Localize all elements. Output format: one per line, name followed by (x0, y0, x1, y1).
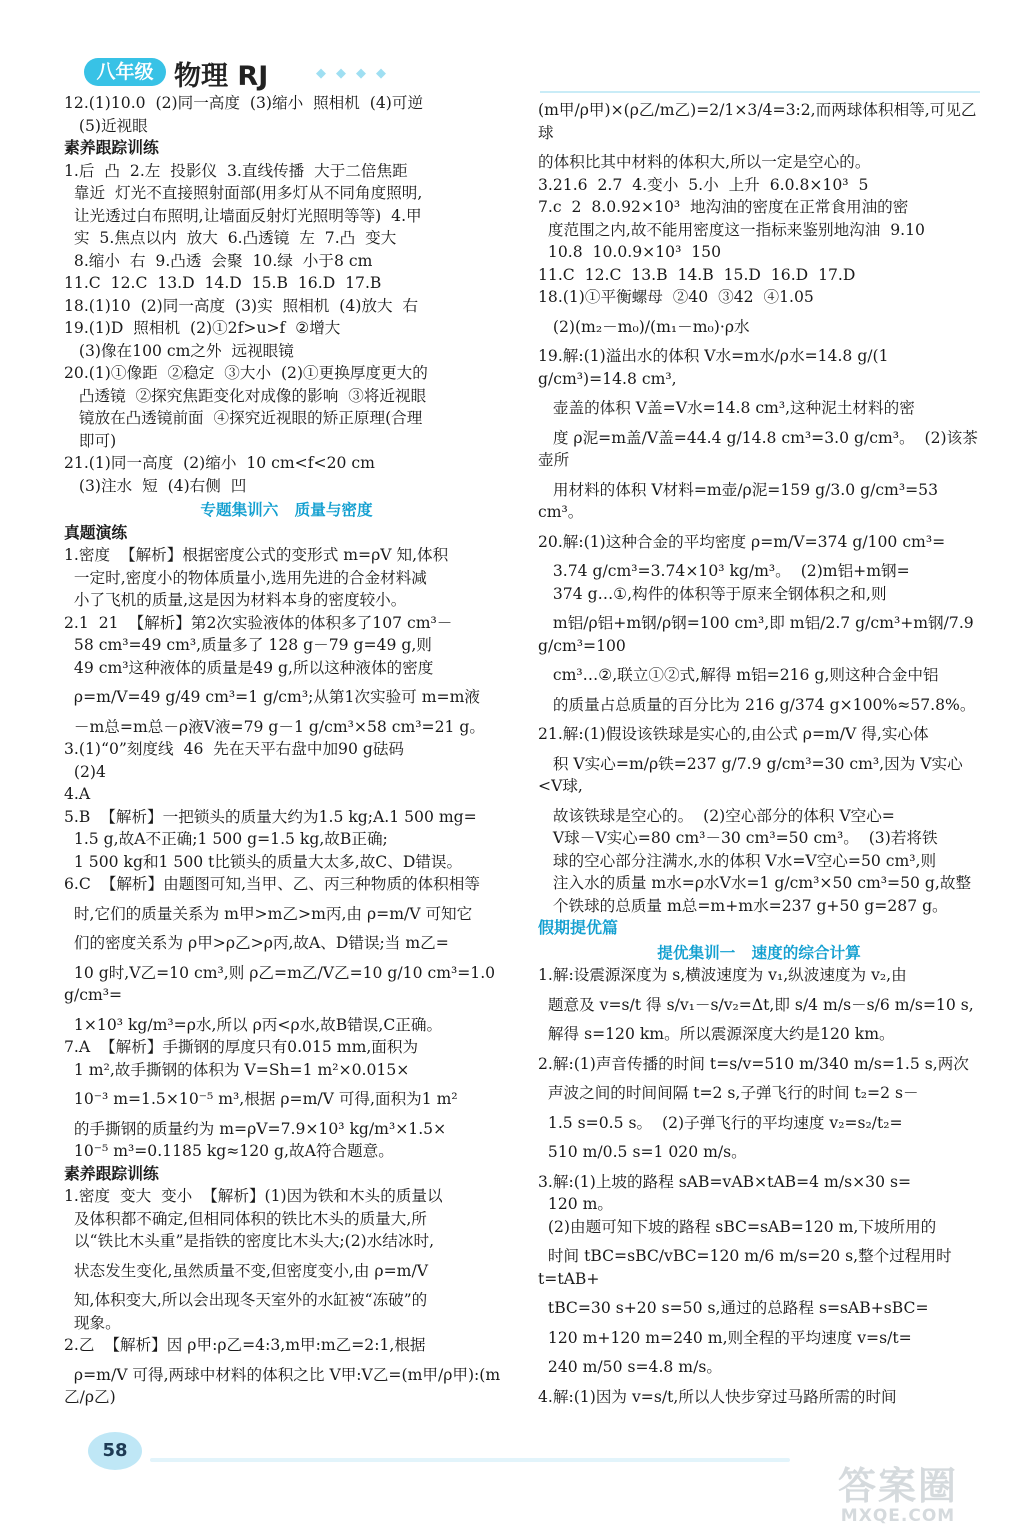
answer-line: 专题集训六 质量与密度 (200, 501, 373, 519)
left-column (64, 92, 509, 1416)
answer-line: m铝/ρ铝+m钢/ρ钢=100 cm³,即 m铝/2.7 g/cm³+m钢/7.9 g/cm³=100 (538, 614, 979, 655)
decorative-dots: ◆◆◆◆ (316, 66, 396, 81)
answer-line: (2)由题可知下坡的路程 sBC=sAB=120 m,下坡所用的 (538, 1217, 937, 1236)
subject-title: 物理 RJ (174, 61, 269, 92)
answer-line: 1.后 凸 2.左 投影仪 3.直线传播 大于二倍焦距 (64, 161, 408, 180)
answer-line: 12.(1)10.0 (2)同一高度 (3)缩小 照相机 (4)可逆 (64, 94, 424, 112)
answer-line: 5.B 【解析】一把锁头的质量大约为1.5 kg;A.1 500 mg= (64, 807, 477, 826)
answer-line: 镜放在凸透镜前面 ④探究近视眼的矫正原理(合理 (64, 409, 423, 427)
answer-line: 1.5 s=0.5 s。 (2)子弹飞行的平均速度 v₂=s₂/t₂= (538, 1113, 903, 1132)
answer-line: 4.A (64, 785, 91, 803)
answer-line: 120 m+120 m=240 m,则全程的平均速度 v=s/t= (538, 1328, 912, 1347)
answer-line: 的质量占总质量的百分比为 216 g/374 g×100%≈57.8%。 (538, 695, 976, 714)
answer-line: 时间 tBC=sBC/vBC=120 m/6 m/s=20 s,整个过程用时 t=tAB+ (538, 1247, 957, 1288)
answer-line: (2)(m₂－m₀)/(m₁－m₀)·ρ水 (538, 317, 750, 336)
answer-line: 个铁球的总质量 m总=m+m水=237 g+50 g=287 g。 (538, 896, 948, 915)
answer-line: 现象。 (64, 1313, 121, 1332)
watermark-url: MXQE.COM (840, 1506, 956, 1526)
answer-line: 19.(1)D 照相机 (2)①2f>u>f ②增大 (64, 319, 341, 337)
answer-line: 1.解:设震源深度为 s,横波速度为 v₁,纵波速度为 v₂,由 (538, 966, 907, 984)
answer-line: 20.(1)①像距 ②稳定 ③大小 (2)①更换厚度更大的 (64, 364, 428, 382)
right-column (538, 92, 980, 1415)
answer-line: 声波之间的时间间隔 t=2 s,子弹飞行的时间 t₂=2 s－ (538, 1084, 919, 1102)
answer-line: 用材料的体积 V材料=m壶/ρ泥=159 g/3.0 g/cm³=53 cm³。 (538, 480, 943, 521)
answer-line: 题意及 v=s/t 得 s/v₁－s/v₂=Δt,即 s/4 m/s－s/6 m/s=10 s, (538, 995, 974, 1014)
answer-line: 510 m/0.5 s=1 020 m/s。 (538, 1143, 747, 1161)
answer-line: 10 g时,V乙=10 cm³,则 ρ乙=m乙/V乙=10 g/10 cm³=1.0 g/cm³= (64, 963, 501, 1004)
footer-wave (150, 1458, 790, 1462)
answer-line: 时,它们的质量关系为 m甲>m乙>m丙,由 ρ=m/V 可知它 (64, 904, 473, 923)
answer-line: 1.密度 【解析】根据密度公式的变形式 m=ρV 知,体积 (64, 546, 449, 564)
answer-line: 状态发生变化,虽然质量不变,但密度变小,由 ρ=m/V (64, 1261, 428, 1280)
answer-line: 1.密度 变大 变小 【解析】(1)因为铁和木头的质量以 (64, 1187, 443, 1205)
answer-line: ρ=m/V=49 g/49 cm³=1 g/cm³;从第1次实验可 m=m液 (64, 688, 481, 706)
answer-line: (m甲/ρ甲)×(ρ乙/m乙)=2/1×3/4=3:2,而两球体积相等,可见乙球 (538, 101, 977, 142)
answer-line: 10.8 10.0.9×10³ 150 (538, 243, 721, 261)
answer-line: 壶盖的体积 V盖=V水=14.8 cm³,这种泥土材料的密 (538, 399, 915, 417)
answer-line: 18.(1)10 (2)同一高度 (3)实 照相机 (4)放大 右 (64, 296, 419, 315)
grade-badge: 八年级 (84, 58, 166, 86)
answer-line: 提优集训一 速度的综合计算 (657, 943, 861, 962)
answer-line: 1×10³ kg/m³=ρ水,所以 ρ丙<ρ水,故B错误,C正确。 (64, 1015, 443, 1034)
answer-line: 故该铁球是空心的。 (2)空心部分的体积 V空心= (538, 806, 895, 825)
answer-line: (3)注水 短 (4)右侧 凹 (64, 476, 247, 495)
answer-line: 2.1 21 【解析】第2次实验液体的体积多了107 cm³－ (64, 613, 453, 632)
answer-line: 21.解:(1)假设该铁球是实心的,由公式 ρ=m/V 得,实心体 (538, 725, 929, 743)
answer-line: 靠近 灯光不直接照射面部(用多灯从不同角度照明, (64, 184, 423, 202)
answer-line: 1.5 g,故A不正确;1 500 g=1.5 kg,故B正确; (64, 830, 388, 848)
answer-line: 球的空心部分注满水,水的体积 V水=V空心=50 cm³,则 (538, 851, 937, 870)
answer-line: 的体积比其中材料的体积大,所以一定是空心的。 (538, 153, 871, 171)
answer-line: 8.缩小 右 9.凸透 会聚 10.绿 小于8 cm (64, 251, 373, 270)
watermark-logo: 答案圈 (837, 1464, 958, 1508)
answer-line: (3)像在100 cm之外 远视眼镜 (64, 341, 294, 360)
answer-line: 让光透过白布照明,让墙面反射灯光照明等等) 4.甲 (64, 206, 422, 225)
answer-line: 度范围之内,故不能用密度这一指标来鉴别地沟油 9.10 (538, 220, 925, 239)
answer-line: 一定时,密度小的物体质量小,选用先进的合金材料减 (64, 568, 427, 587)
answer-line: 凸透镜 ②探究焦距变化对成像的影响 ③将近视眼 (64, 386, 427, 405)
answer-line: V球－V实心=80 cm³－30 cm³=50 cm³。 (3)若将铁 (538, 829, 938, 847)
answer-line: 3.74 g/cm³=3.74×10³ kg/m³。 (2)m铝+m钢= (538, 562, 910, 580)
answer-line: 2.乙 【解析】因 ρ甲:ρ乙=4:3,m甲:m乙=2:1,根据 (64, 1336, 426, 1354)
answer-line: 解得 s=120 km。所以震源深度大约是120 km。 (538, 1025, 895, 1043)
answer-line: 1 m²,故手撕钢的体积为 V=Sh=1 m²×0.015× (64, 1060, 410, 1079)
answer-line: 11.C 12.C 13.B 14.B 15.D 16.D 17.D (538, 265, 856, 284)
answer-line: 即可) (64, 431, 117, 450)
answer-line: 7.A 【解析】手撕钢的厚度只有0.015 mm,面积为 (64, 1038, 419, 1056)
answer-line: 3.解:(1)上坡的路程 sAB=vAB×tAB=4 m/s×30 s= (538, 1172, 912, 1191)
answer-line: 20.解:(1)这种合金的平均密度 ρ=m/V=374 g/100 cm³= (538, 532, 946, 551)
answer-line: 实 5.焦点以内 放大 6.凸透镜 左 7.凸 变大 (64, 229, 397, 247)
answer-line: 120 m。 (538, 1195, 614, 1213)
answer-line: 4.解:(1)因为 v=s/t,所以人快步穿过马路所需的时间 (538, 1387, 897, 1406)
answer-line: 7.c 2 8.0.92×10³ 地沟油的密度在正常食用油的密 (538, 198, 909, 216)
answer-line: 以“铁比木头重”是指铁的密度比木头大;(2)水结冰时, (64, 1232, 435, 1250)
answer-line: (2)4 (64, 762, 106, 781)
answer-line: 10⁻⁵ m³=0.1185 kg≈120 g,故A符合题意。 (64, 1142, 394, 1160)
answer-line: ρ=m/V 可得,两球中材料的体积之比 V甲:V乙=(m甲/ρ甲):(m乙/ρ乙) (64, 1365, 501, 1406)
answer-line: 度 ρ泥=m盖/V盖=44.4 g/14.8 cm³=3.0 g/cm³。 (2)该茶壶所 (538, 428, 978, 469)
answer-line: 374 g…①,构件的体积等于原来全钢体积之和,则 (538, 584, 887, 603)
answer-line: 18.(1)①平衡螺母 ②40 ③42 ④1.05 (538, 288, 814, 306)
answer-line: 素养跟踪训练 (64, 1163, 159, 1183)
page-number: 58 (88, 1432, 142, 1470)
answer-line: 2.解:(1)声音传播的时间 t=s/v=510 m/340 m/s=1.5 s,两次 (538, 1054, 969, 1073)
answer-line: 及体积都不确定,但相同体积的铁比木头的质量大,所 (64, 1209, 427, 1228)
answer-line: 知,体积变大,所以会出现冬天室外的水缸被“冻破”的 (64, 1291, 428, 1309)
answer-line: 3.(1)“0”刻度线 46 先在天平右盘中加90 g砝码 (64, 740, 405, 758)
answer-line: 假期提优篇 (538, 918, 619, 937)
answer-line: 真题演练 (64, 522, 128, 542)
answer-line: 49 cm³这种液体的质量是49 g,所以这种液体的密度 (64, 658, 434, 677)
watermark (800, 1466, 996, 1528)
answer-line: 11.C 12.C 13.D 14.D 15.B 16.D 17.B (64, 274, 382, 292)
answer-line: cm³…②,联立①②式,解得 m铝=216 g,则这种合金中铝 (538, 666, 939, 684)
answer-line: (5)近视眼 (64, 116, 148, 135)
answer-line: 素养跟踪训练 (64, 138, 159, 157)
answer-line: 21.(1)同一高度 (2)缩小 10 cm<f<20 cm (64, 454, 375, 472)
answer-line: 积 V实心=m/ρ铁=237 g/7.9 g/cm³=30 cm³,因为 V实心<V球, (538, 754, 963, 795)
page-header (0, 0, 1011, 92)
answer-line: 3.21.6 2.7 4.变小 5.小 上升 6.0.8×10³ 5 (538, 175, 869, 194)
answer-line: 注入水的质量 m水=ρ水V水=1 g/cm³×50 cm³=50 g,故整 (538, 874, 972, 892)
answer-line: 19.解:(1)溢出水的体积 V水=m水/ρ水=14.8 g/(1 g/cm³)=14.8 cm³, (538, 347, 894, 388)
answer-line: 6.C 【解析】由题图可知,当甲、乙、丙三种物质的体积相等 (64, 875, 480, 893)
answer-line: 的手撕钢的质量约为 m=ρV=7.9×10³ kg/m³×1.5× (64, 1119, 447, 1138)
answer-line: 58 cm³=49 cm³,质量多了 128 g－79 g=49 g,则 (64, 636, 432, 654)
answer-line: －m总=m总－ρ液V液=79 g－1 g/cm³×58 cm³=21 g。 (64, 717, 485, 736)
answer-line: 们的密度关系为 ρ甲>ρ乙>ρ丙,故A、D错误;当 m乙= (64, 934, 449, 952)
answer-line: 240 m/50 s=4.8 m/s。 (538, 1358, 722, 1376)
answer-line: 1 500 kg和1 500 t比锁头的质量大太多,故C、D错误。 (64, 852, 463, 871)
answer-line: tBC=30 s+20 s=50 s,通过的总路程 s=sAB+sBC= (538, 1299, 929, 1317)
answer-line: 10⁻³ m=1.5×10⁻⁵ m³,根据 ρ=m/V 可得,面积为1 m² (64, 1090, 458, 1108)
answer-line: 小了飞机的质量,这是因为材料本身的密度较小。 (64, 591, 407, 609)
